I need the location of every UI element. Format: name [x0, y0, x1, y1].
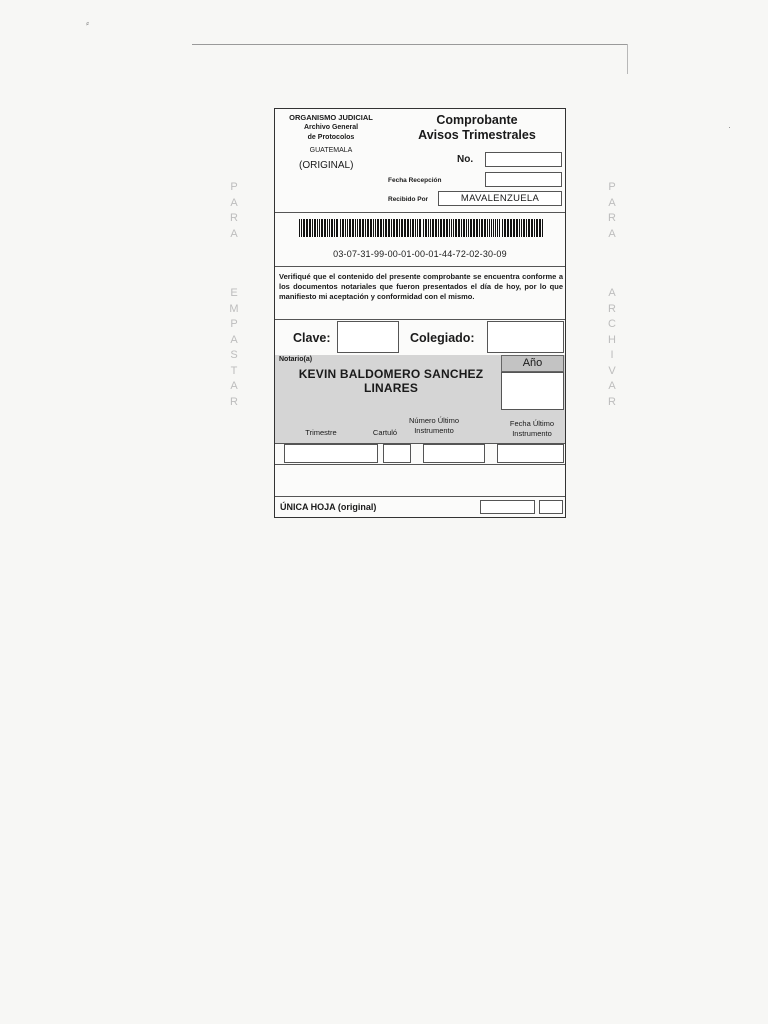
- barcode-bar: [428, 219, 429, 237]
- barcode-bar: [523, 219, 525, 237]
- divider: [275, 464, 565, 465]
- barcode-bar: [451, 219, 452, 237]
- left-margin-para: [227, 180, 241, 242]
- barcode-bar: [393, 219, 395, 237]
- margin-letter: P: [230, 318, 238, 330]
- barcode-bar: [443, 219, 445, 237]
- barcode-bar: [495, 219, 496, 237]
- barcode-bar: [440, 219, 442, 237]
- cartulo-field[interactable]: [383, 444, 411, 463]
- barcode-bar: [487, 219, 488, 237]
- receipt-title: [407, 113, 547, 143]
- barcode-bar: [391, 219, 392, 237]
- barcode-bar: [476, 219, 478, 237]
- barcode-bar: [484, 219, 486, 237]
- recibido-por-field[interactable]: MAVALENZUELA: [438, 191, 562, 206]
- barcode-bar: [479, 219, 480, 237]
- barcode-bar: [306, 219, 308, 237]
- barcode-bar: [461, 219, 462, 237]
- barcode-bar: [303, 219, 305, 237]
- barcode-bar: [380, 219, 382, 237]
- barcode-bar: [299, 219, 300, 237]
- barcode-bar: [412, 219, 414, 237]
- margin-letter: A: [608, 380, 616, 392]
- column-header-trimestre: Trimestre: [305, 428, 337, 437]
- column-header-cartulo: Cartuló: [372, 428, 398, 437]
- barcode-bar: [536, 219, 538, 237]
- barcode-bar: [458, 219, 460, 237]
- barcode-bar: [410, 219, 411, 237]
- barcode-bar: [357, 219, 358, 237]
- barcode-bar: [468, 219, 469, 237]
- verification-statement: Verifiqué que el contenido del presente comprobante se encuentra conforme a los documentos notariales que fueron presentados el día de hoy, por lo que manifiesto mi aceptación y conformidad con el mismo.: [279, 272, 563, 301]
- fecha-ultimo-field[interactable]: [497, 444, 564, 463]
- margin-letter: V: [608, 364, 616, 377]
- barcode-bar: [355, 219, 356, 237]
- receipt-title-line1: Comprobante: [436, 113, 518, 127]
- barcode-bar: [407, 219, 409, 237]
- margin-letter: M: [229, 302, 239, 315]
- barcode-bar: [401, 219, 403, 237]
- receipt-title-line2: Avisos Trimestrales: [418, 128, 536, 142]
- margin-letter: S: [230, 349, 238, 361]
- barcode-bar: [531, 219, 533, 237]
- barcode-bar: [423, 219, 424, 237]
- margin-letter: A: [608, 287, 616, 299]
- barcode-bar: [385, 219, 387, 237]
- notario-label: Notario(a): [279, 356, 313, 363]
- barcode-bar: [336, 219, 338, 237]
- barcode-bar: [349, 219, 351, 237]
- barcode-bar: [491, 219, 492, 237]
- margin-letter: R: [608, 302, 616, 315]
- barcode-bar: [470, 219, 472, 237]
- clave-label: Clave:: [293, 331, 331, 345]
- margin-letter: A: [608, 227, 616, 240]
- column-header-numero-line1: Número Último: [408, 416, 459, 425]
- margin-letter: P: [230, 181, 238, 193]
- barcode-bar: [438, 219, 439, 237]
- barcode-bar: [504, 219, 506, 237]
- barcode-bar: [377, 219, 379, 237]
- right-margin-para: [605, 180, 619, 242]
- barcode-bar: [329, 219, 330, 237]
- barcode-bar: [497, 219, 498, 237]
- barcode-bar: [449, 219, 450, 237]
- barcode-bar: [312, 219, 313, 237]
- barcode-bar: [334, 219, 335, 237]
- organization-line3: de Protocolos: [307, 134, 355, 141]
- ano-label: Año: [501, 355, 564, 372]
- column-header-numero-line2: Instrumento: [414, 426, 454, 435]
- no-label: No.: [457, 154, 474, 165]
- barcode-bar: [345, 219, 346, 237]
- margin-letter: T: [230, 364, 238, 377]
- barcode-bar: [383, 219, 384, 237]
- barcode-bar: [399, 219, 400, 237]
- no-field[interactable]: [485, 152, 562, 167]
- margin-letter: E: [230, 287, 238, 299]
- right-margin-archivar: [605, 286, 619, 410]
- barcode-bar: [340, 219, 341, 237]
- barcode-bar: [507, 219, 509, 237]
- margin-letter: C: [608, 318, 616, 330]
- barcode-bar: [324, 219, 326, 237]
- barcode-bar: [466, 219, 467, 237]
- barcode-bar: [502, 219, 503, 237]
- barcode-bar: [435, 219, 437, 237]
- margin-letter: A: [230, 196, 238, 209]
- barcode-bar: [521, 219, 522, 237]
- barcode-bar: [432, 219, 434, 237]
- notario-name-line2: LINARES: [363, 381, 419, 395]
- fecha-recepcion-label: Fecha Recepción: [388, 177, 442, 184]
- margin-letter: R: [230, 395, 238, 408]
- barcode-bar: [396, 219, 398, 237]
- fecha-recepcion-field[interactable]: [485, 172, 562, 187]
- footer-label: ÚNICA HOJA (original): [280, 502, 377, 512]
- column-header-fecha-line1: Fecha Último: [509, 419, 555, 428]
- organization-country: GUATEMALA: [309, 147, 353, 154]
- clave-field[interactable]: [337, 321, 399, 353]
- barcode-bar: [301, 219, 302, 237]
- barcode-bar: [415, 219, 416, 237]
- margin-letter: A: [230, 380, 238, 392]
- divider: [275, 212, 565, 213]
- barcode-bar: [430, 219, 431, 237]
- footer-field-2[interactable]: [539, 500, 563, 514]
- left-margin-empastar: [227, 286, 241, 410]
- barcode-bar: [317, 219, 318, 237]
- footer-field-1[interactable]: [480, 500, 535, 514]
- margin-letter: R: [230, 212, 238, 224]
- margin-letter: A: [230, 227, 238, 240]
- barcode-bar: [526, 219, 527, 237]
- trimestre-field[interactable]: [284, 444, 378, 463]
- margin-letter: H: [608, 333, 616, 346]
- organization-line2: Archivo General: [303, 124, 359, 131]
- divider: [275, 266, 565, 267]
- barcode-bar: [359, 219, 361, 237]
- barcode-bar: [365, 219, 366, 237]
- receipt-slip: [274, 108, 566, 518]
- barcode-bar: [510, 219, 512, 237]
- divider: [275, 319, 565, 320]
- recibido-por-label: Recibido Por: [388, 196, 429, 203]
- colegiado-label: Colegiado:: [410, 331, 475, 345]
- scan-speck: ·: [728, 122, 731, 132]
- barcode-bar: [539, 219, 541, 237]
- margin-letter: R: [608, 395, 616, 408]
- column-header-fecha-line2: Instrumento: [512, 429, 552, 438]
- ano-field[interactable]: [501, 372, 564, 410]
- barcode-bar: [367, 219, 369, 237]
- margin-letter: P: [608, 181, 616, 193]
- barcode-bar: [331, 219, 333, 237]
- barcode-bar: [446, 219, 448, 237]
- barcode-bar: [373, 219, 374, 237]
- margin-letter: A: [230, 333, 238, 346]
- barcode-bar: [375, 219, 376, 237]
- divider: [275, 496, 565, 497]
- barcode-bar: [419, 219, 421, 237]
- margin-letter: I: [610, 349, 614, 361]
- notario-name-line1: KEVIN BALDOMERO SANCHEZ: [298, 367, 484, 381]
- barcode-bar: [309, 219, 311, 237]
- barcode-bar: [362, 219, 364, 237]
- barcode-bar: [534, 219, 535, 237]
- barcode-bar: [519, 219, 520, 237]
- barcode-bar: [321, 219, 323, 237]
- barcode-bar: [455, 219, 457, 237]
- organization-name: ORGANISMO JUDICIAL: [289, 113, 373, 122]
- barcode-bar: [473, 219, 475, 237]
- notario-name: [285, 367, 497, 395]
- barcode-bar: [327, 219, 328, 237]
- barcode-bar: [542, 219, 543, 237]
- barcode-bar: [319, 219, 320, 237]
- barcode-bar: [347, 219, 348, 237]
- barcode-bar: [453, 219, 454, 237]
- numero-ultimo-field[interactable]: [423, 444, 485, 463]
- barcode-bar: [513, 219, 515, 237]
- barcode-bar: [342, 219, 344, 237]
- page-right-edge: [627, 44, 628, 74]
- column-header-fecha-ultimo: [499, 419, 565, 439]
- barcode-number: 03-07-31-99-00-01-00-01-44-72-02-30-09: [333, 249, 507, 259]
- organization-block: [279, 113, 383, 156]
- copy-label: (ORIGINAL): [299, 160, 354, 171]
- barcode-bar: [528, 219, 530, 237]
- barcode-bar: [370, 219, 372, 237]
- barcode-bar: [314, 219, 316, 237]
- barcode: [299, 219, 543, 237]
- colegiado-field[interactable]: [487, 321, 564, 353]
- margin-letter: A: [608, 196, 616, 209]
- barcode-bar: [493, 219, 494, 237]
- barcode-bar: [425, 219, 427, 237]
- barcode-bar: [404, 219, 406, 237]
- barcode-bar: [489, 219, 490, 237]
- barcode-bar: [481, 219, 483, 237]
- barcode-bar: [499, 219, 500, 237]
- barcode-bar: [417, 219, 418, 237]
- column-header-numero-ultimo: [399, 416, 469, 436]
- barcode-bar: [352, 219, 354, 237]
- barcode-bar: [388, 219, 390, 237]
- page-top-edge: [192, 44, 628, 45]
- barcode-bar: [516, 219, 518, 237]
- scan-speck: ⸗: [86, 18, 89, 28]
- margin-letter: R: [608, 212, 616, 224]
- barcode-bar: [463, 219, 465, 237]
